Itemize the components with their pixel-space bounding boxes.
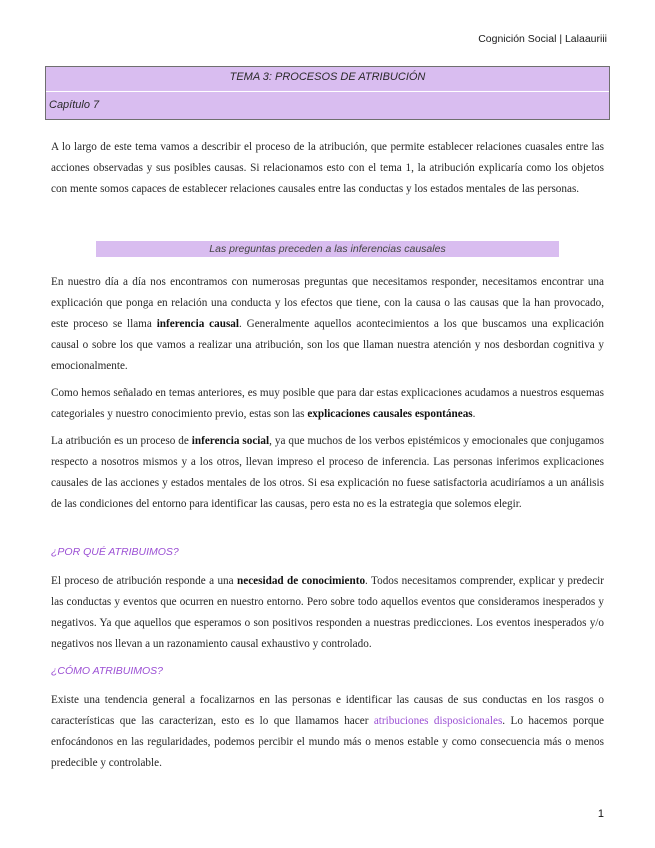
intro-paragraph: A lo largo de este tema vamos a describir el proceso de la atribución, que permite establecer relaciones cuasales entre las acciones observadas y sus posibles causas. Si relacionamos esto con el tema 1, la atribución explicaría como los objetos con mente somos capaces de establecer relaciones causales entre las conductas y los estados mentales de las personas. — [51, 141, 604, 195]
link-atribuciones-disposicionales[interactable]: atribuciones disposicionales — [373, 715, 503, 727]
term-necesidad-conocimiento: necesidad de conocimiento — [237, 575, 366, 587]
paragraph-disposicionales: Existe una tendencia general a focalizarnos en las personas e identificar las causas de sus conductas en los rasgos o características que las caracterizan, esto es lo que llamamos hacer atribuciones disposicionales. Lo hacemos porque enfocándonos en las regularidades, podemos percibir el mundo más o menos estable y como consecuencia más o menos predecible y controlable. — [51, 694, 604, 769]
page-header: Cognición Social | Lalaauriii — [478, 33, 607, 45]
paragraph-necesidad: El proceso de atribución responde a una necesidad de conocimiento. Todos necesitamos comprender, explicar y predecir las conductas y eventos que ocurren en nuestro entorno. Pero sobre todo aquellos eventos que consideramos inesperados y negativos. Ya que aquellos que esperamos o son positivos responden a nuestras predicciones. Los eventos inesperados y/o negativos nos llevan a un razonamiento causal exhaustivo y controlado. — [51, 575, 604, 650]
paragraph-inferencia-causal: En nuestro día a día nos encontramos con numerosas preguntas que necesitamos responder, necesitamos encontrar una explicación que ponga en relación una conducta y los efectos que tiene, con la causa o las causas que la han provocado, este proceso se llama inferencia causal. Generalmente aquellos acontecimientos a los que buscamos una explicación causal o sobre los que vamos a realizar una atribución, son los que llaman nuestra atención y nos desbordan cognitiva y emocionalmente. — [51, 276, 604, 372]
term-inferencia-causal: inferencia causal — [156, 318, 239, 330]
page-number: 1 — [597, 808, 604, 820]
section-banner: Las preguntas preceden a las inferencias causales — [96, 241, 559, 257]
heading-por-que: ¿POR QUÉ ATRIBUIMOS? — [51, 546, 179, 558]
term-inferencia-social: inferencia social — [191, 435, 270, 447]
chapter-title-box — [45, 66, 610, 120]
title-divider — [46, 91, 609, 92]
heading-como: ¿CÓMO ATRIBUIMOS? — [51, 665, 164, 677]
topic-title: TEMA 3: PROCESOS DE ATRIBUCIÓN — [229, 71, 426, 83]
paragraph-inferencia-social: La atribución es un proceso de inferencia social, ya que muchos de los verbos epistémicos y emocionales que conjugamos respecto a nosotros mismos y a los otros, llevan impreso el proceso de inferencia. Las personas inferimos explicaciones causales de las acciones y estados mentales de los otros. Si esa explicación no fuese satisfactoria acudiríamos a un análisis de las condiciones del entorno para identificar las causas, pero esta no es la estrategia que solemos elegir. — [51, 435, 604, 510]
paragraph-explicaciones: Como hemos señalado en temas anteriores, es muy posible que para dar estas explicaciones acudamos a nuestros esquemas categoriales y nuestro conocimiento previo, estas son las explicaciones causales espontáneas. — [51, 387, 604, 420]
chapter-label: Capítulo 7 — [49, 99, 100, 111]
term-explicaciones-causales: explicaciones causales espontáneas — [307, 408, 473, 420]
